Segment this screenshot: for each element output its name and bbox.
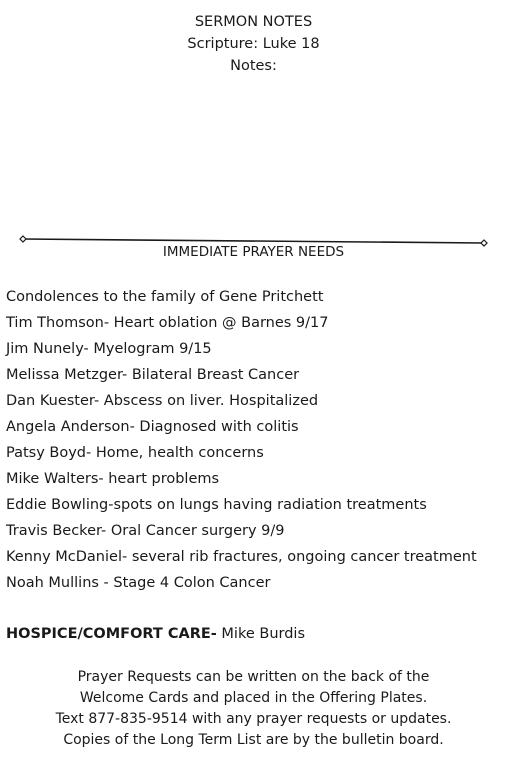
list-item: Noah Mullins - Stage 4 Colon Cancer	[6, 575, 271, 591]
footer-line: Prayer Requests can be written on the back of the	[77, 669, 430, 685]
hospice-line	[6, 622, 305, 646]
notes-label: Notes:	[230, 58, 277, 74]
footer-line: Welcome Cards and placed in the Offering Plates.	[79, 690, 428, 706]
list-item: Kenny McDaniel- several rib fractures, ongoing cancer treatment	[6, 549, 477, 565]
prayer-needs-title: IMMEDIATE PRAYER NEEDS	[162, 244, 345, 260]
footer-line: Text 877-835-9514 with any prayer requests or updates.	[55, 711, 452, 727]
prayer-needs-list	[6, 285, 477, 597]
list-item: Travis Becker- Oral Cancer surgery 9/9	[6, 523, 285, 539]
list-item: Dan Kuester- Abscess on liver. Hospitalized	[6, 393, 319, 409]
list-item: Melissa Metzger- Bilateral Breast Cancer	[6, 367, 300, 383]
list-item: Tim Thomson- Heart oblation @ Barnes 9/17	[6, 315, 329, 331]
sermon-notes-header	[0, 11, 507, 77]
prayer-request-instructions	[0, 667, 507, 751]
hospice-label: HOSPICE/COMFORT CARE-	[6, 626, 217, 642]
hospice-name: Mike Burdis	[216, 626, 306, 642]
list-item: Mike Walters- heart problems	[6, 471, 220, 487]
list-item: Condolences to the family of Gene Pritchett	[6, 289, 324, 305]
list-item: Jim Nunely- Myelogram 9/15	[6, 341, 212, 357]
sermon-notes-title: SERMON NOTES	[194, 14, 313, 30]
list-item: Eddie Bowling-spots on lungs having radiation treatments	[6, 497, 427, 513]
list-item: Angela Anderson- Diagnosed with colitis	[6, 419, 299, 435]
scripture-reference: Scripture: Luke 18	[187, 36, 320, 52]
list-item: Patsy Boyd- Home, health concerns	[6, 445, 264, 461]
footer-line: Copies of the Long Term List are by the bulletin board.	[63, 732, 444, 748]
